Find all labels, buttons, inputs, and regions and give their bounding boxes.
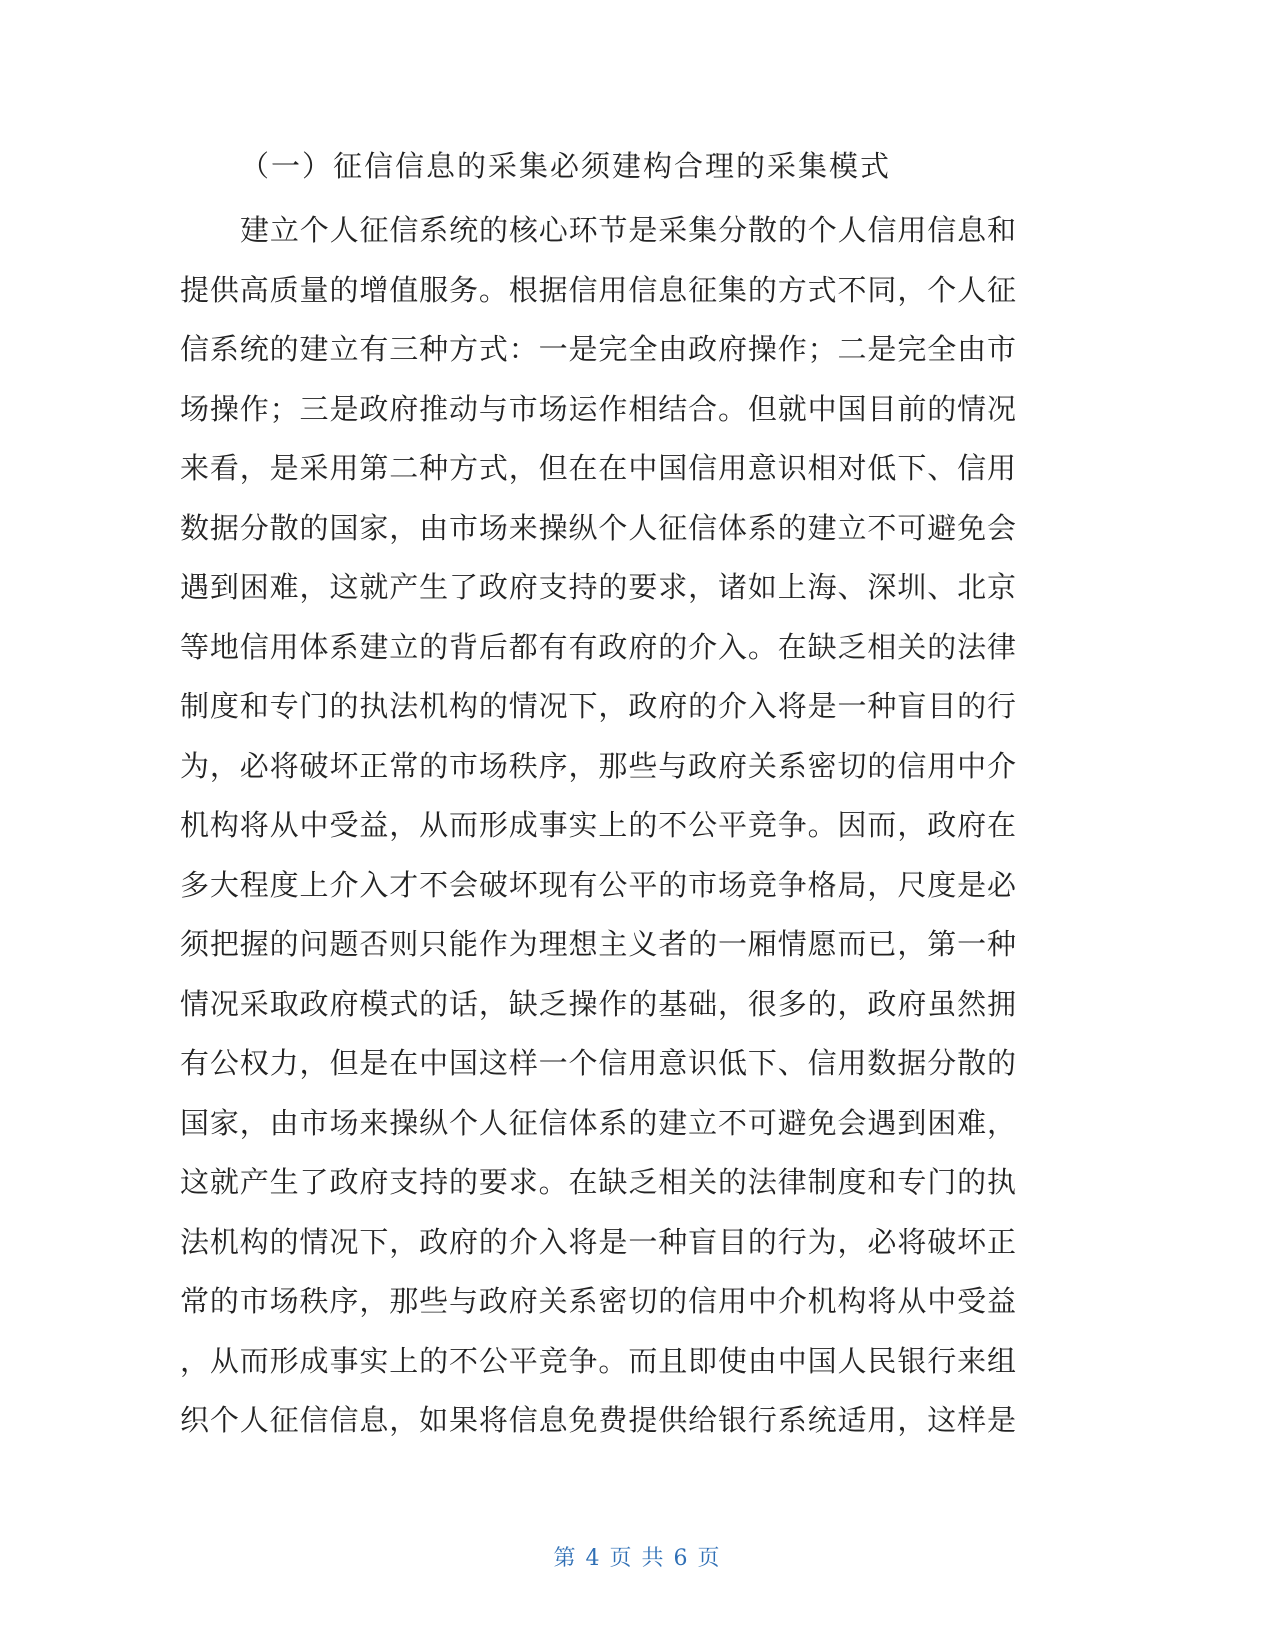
paragraph-line: 遇到困难，这就产生了政府支持的要求，诸如上海、深圳、北京 (180, 570, 1016, 604)
body-paragraph (180, 201, 1016, 1451)
paragraph-line: 法机构的情况下，政府的介入将是一种盲目的行为，必将破坏正 (180, 1224, 1016, 1259)
paragraph-line: 国家，由市场来操纵个人征信体系的建立不可避免会遇到困难， (180, 1105, 1016, 1140)
paragraph-line: 来看，是采用第二种方式，但在在中国信用意识相对低下、信用 (180, 451, 1016, 485)
footer-word-di: 第 (553, 1546, 578, 1571)
current-page-number: 4 (585, 1546, 602, 1571)
paragraph-line: 多大程度上介入才不会破坏现有公平的市场竞争格局，尺度是必 (180, 867, 1016, 902)
footer-word-ye: 页 (609, 1546, 634, 1571)
paragraph-line: 数据分散的国家，由市场来操纵个人征信体系的建立不可避免会 (180, 510, 1016, 545)
paragraph-line: 建立个人征信系统的核心环节是采集分散的个人信用信息和 (240, 213, 1016, 247)
footer-word-gong: 共 (641, 1546, 666, 1571)
paragraph-line: 场操作；三是政府推动与市场运作相结合。但就中国目前的情况 (180, 391, 1016, 426)
paragraph-line: ，从而形成事实上的不公平竞争。而且即使由中国人民银行来组 (180, 1343, 1016, 1378)
paragraph-line: 有公权力，但是在中国这样一个信用意识低下、信用数据分散的 (180, 1046, 1016, 1080)
paragraph-line: 这就产生了政府支持的要求。在缺乏相关的法律制度和专门的执 (180, 1165, 1016, 1199)
paragraph-line: 常的市场秩序，那些与政府关系密切的信用中介机构将从中受益 (180, 1284, 1016, 1318)
paragraph-line: 须把握的问题否则只能作为理想主义者的一厢情愿而已，第一种 (180, 927, 1016, 961)
paragraph-line: 机构将从中受益，从而形成事实上的不公平竞争。因而，政府在 (180, 808, 1016, 842)
paragraph-line: 织个人征信信息，如果将信息免费提供给银行系统适用，这样是 (180, 1403, 1016, 1437)
footer-word-ye-end: 页 (697, 1546, 722, 1571)
paragraph-line: 制度和专门的执法机构的情况下，政府的介入将是一种盲目的行 (180, 689, 1016, 723)
paragraph-line: 提供高质量的增值服务。根据信用信息征集的方式不同，个人征 (180, 272, 1016, 307)
section-heading: （一）征信信息的采集必须建构合理的采集模式 (240, 149, 892, 183)
paragraph-line: 情况采取政府模式的话，缺乏操作的基础，很多的，政府虽然拥 (180, 986, 1016, 1021)
paragraph-line: 为，必将破坏正常的市场秩序，那些与政府关系密切的信用中介 (180, 748, 1016, 783)
page-footer (0, 1541, 1275, 1572)
paragraph-line: 信系统的建立有三种方式：一是完全由政府操作；二是完全由市 (180, 332, 1016, 366)
total-page-number: 6 (673, 1546, 690, 1571)
paragraph-line: 等地信用体系建立的背后都有有政府的介入。在缺乏相关的法律 (180, 629, 1016, 664)
